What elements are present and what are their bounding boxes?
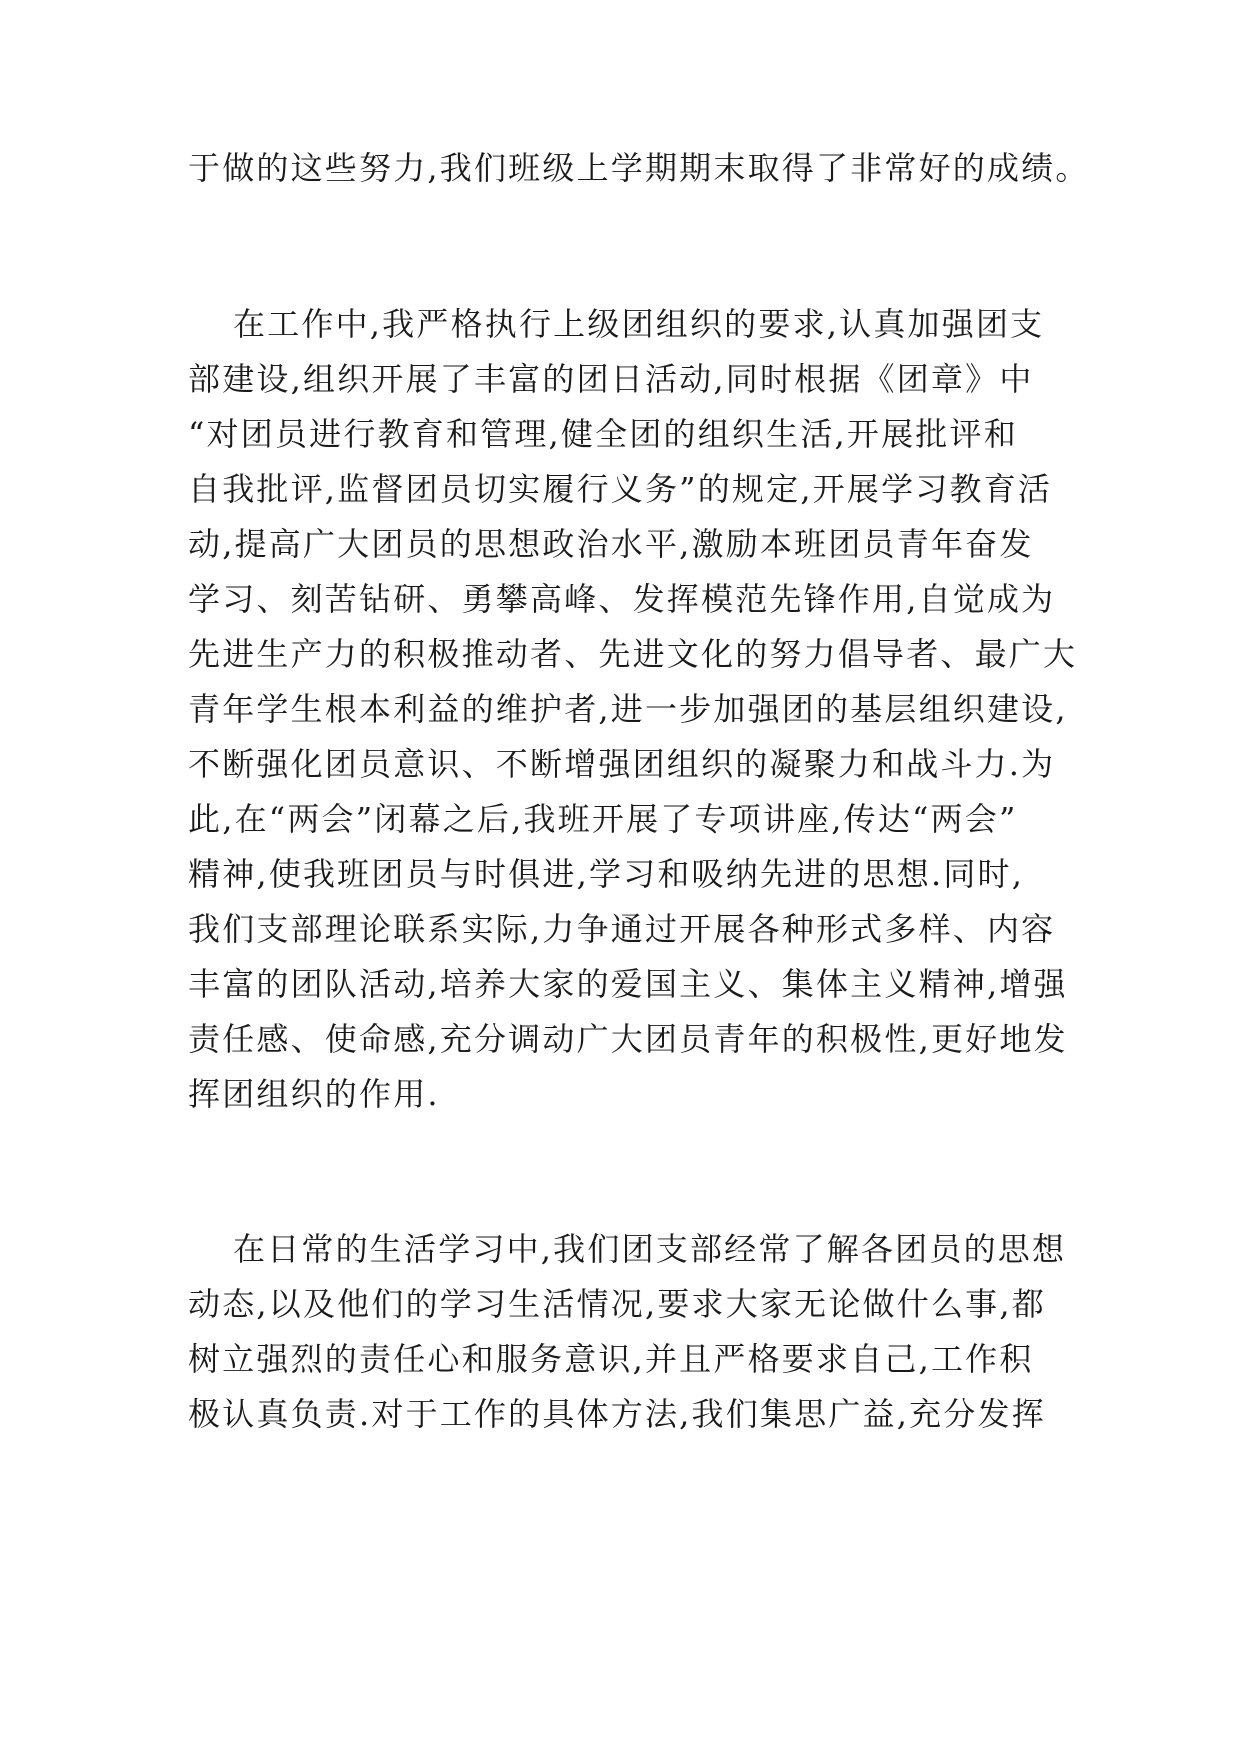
paragraph-3-line-3: 树立强烈的责任心和服务意识,并且严格要求自己,工作积 xyxy=(188,1340,1034,1378)
paragraph-2-line-6: 学习、刻苦钻研、勇攀高峰、发挥模范先锋作用,自觉成为 xyxy=(188,580,1056,618)
paragraph-2-line-8: 青年学生根本利益的维护者,进一步加强团的基层组织建设, xyxy=(188,690,1068,728)
paragraph-3-line-1: 在日常的生活学习中,我们团支部经常了解各团员的思想 xyxy=(233,1230,1067,1268)
paragraph-3-line-4: 极认真负责.对于工作的具体方法,我们集思广益,充分发挥 xyxy=(188,1395,1046,1433)
paragraph-2-line-2: 部建设,组织开展了丰富的团日活动,同时根据《团章》中 xyxy=(188,360,1034,398)
paragraph-2-line-3: “对团员进行教育和管理,健全团的组织生活,开展批评和 xyxy=(188,415,1018,453)
paragraph-2-line-10: 此,在“两会”闭幕之后,我班开展了专项讲座,传达“两会” xyxy=(188,800,1018,838)
paragraph-2-line-4: 自我批评,监督团员切实履行义务”的规定,开展学习教育活 xyxy=(188,470,1053,508)
paragraph-2-line-7: 先进生产力的积极推动者、先进文化的努力倡导者、最广大 xyxy=(188,635,1078,673)
paragraph-3-line-2: 动态,以及他们的学习生活情况,要求大家无论做什么事,都 xyxy=(188,1285,1046,1323)
paragraph-2-line-13: 丰富的团队活动,培养大家的爱国主义、集体主义精神,增强 xyxy=(188,965,1068,1003)
paragraph-2-line-5: 动,提高广大团员的思想政治水平,激励本班团员青年奋发 xyxy=(188,525,1034,563)
paragraph-2-line-12: 我们支部理论联系实际,力争通过开展各种形式多样、内容 xyxy=(188,910,1056,948)
paragraph-2-line-15: 挥团组织的作用. xyxy=(188,1075,440,1113)
paragraph-2-line-11: 精神,使我班团员与时俱进,学习和吸纳先进的思想.同时, xyxy=(188,855,1025,893)
paragraph-2-line-1: 在工作中,我严格执行上级团组织的要求,认真加强团支 xyxy=(233,305,1045,343)
paragraph-2-line-14: 责任感、使命感,充分调动广大团员青年的积极性,更好地发 xyxy=(188,1020,1068,1058)
paragraph-1-line-1: 于做的这些努力,我们班级上学期期末取得了非常好的成绩。 xyxy=(188,149,1090,187)
paragraph-2-line-9: 不断强化团员意识、不断增强团组织的凝聚力和战斗力.为 xyxy=(188,745,1056,783)
